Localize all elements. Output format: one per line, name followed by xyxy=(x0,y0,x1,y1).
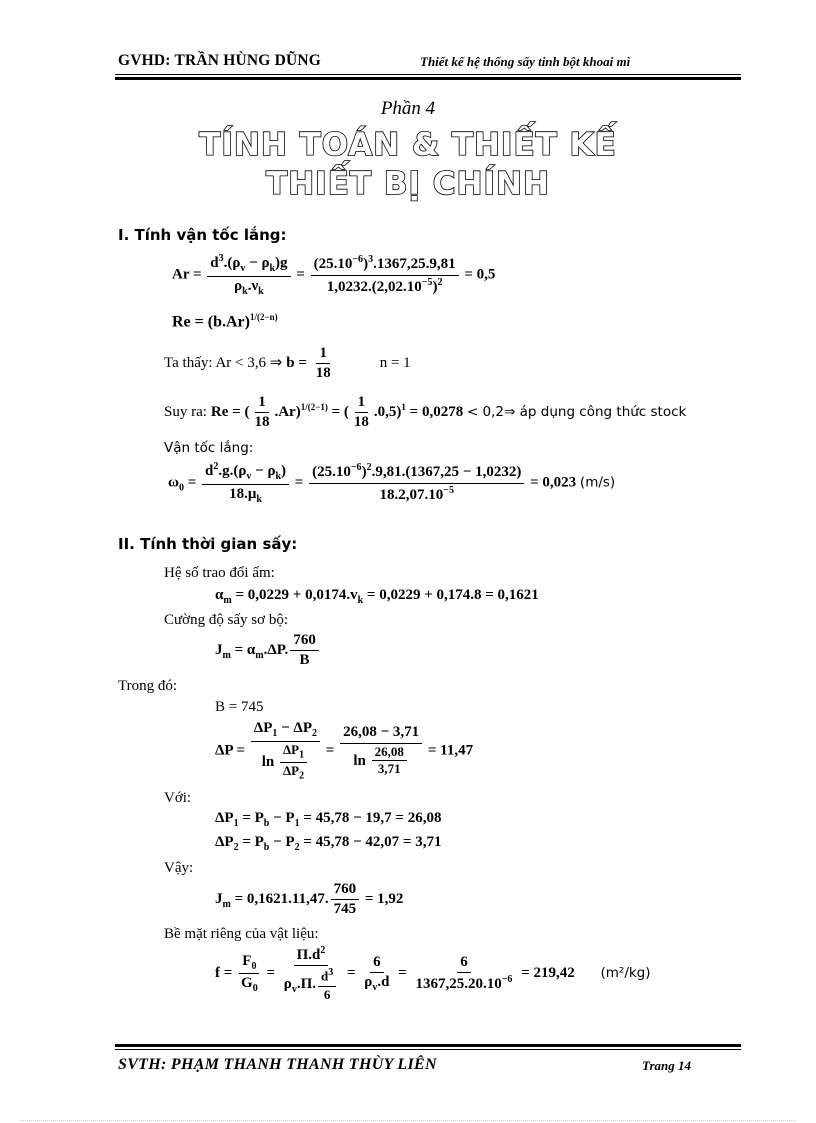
formula-archimedes: Ar = $\frac{d^3.(\rho_v - \rho_k)g}{\rho_k.\nu_k}$ = $\frac{(25.10^{-6})^3.1367,25.9,81}{1,0232.(2,02.10^{-5})^2}$ = 0,5 xyxy=(172,253,496,297)
footer-rule-thin xyxy=(115,1049,741,1050)
text-he-so-trao-doi-am: Hệ số trao đổi ẩm: xyxy=(164,565,275,581)
row-ta-thay xyxy=(164,345,411,383)
unit-m2-per-kg: (m²/kg) xyxy=(600,965,651,982)
header-supervisor: GVHD: TRẦN HÙNG DŨNG xyxy=(118,52,322,69)
formula-delta-p1: $\Delta P_1 = P_b - P_1 = 45,78 - 19,7 = 26,08$ xyxy=(215,810,442,829)
formula-delta-p: ΔP = $\Delta P_1 - \Delta P_2$ ln $\frac{\Delta P_1}{\Delta P_2}$ = 26,08 − 3,71 ln $\frac{26,08}{3,71}$ = 11,47 xyxy=(215,720,474,782)
text-trong-do: Trong đó: xyxy=(118,678,178,694)
formula-specific-surface: f = $\frac{F_0}{G_0}$ = $\Pi.d^2$ $\rho_v.\Pi$. $\frac{d^3}{6}$ = $\frac{6}{\rho_v.d}$ = $\frac{6}{1367,25.20.10^{-6}}$ = 219,42 (m²/kg) xyxy=(215,945,651,1002)
header-rule-thick xyxy=(115,77,741,80)
formula-settling-velocity: $\omega_0$ = $\frac{d^2.g.(\rho_v - \rho_k)}{18.\mu_k}$ = $\frac{(25.10^{-6})^2.9,81.(1367,25 - 1,0232)}{18.2,07.10^{-5}}$ = 0,023 (m/s) xyxy=(168,461,616,505)
footer-page-number: Trang 14 xyxy=(642,1058,691,1073)
header-document-title: Thiết kế hệ thống sấy tinh bột khoai mì xyxy=(420,54,631,69)
chapter-title-line2: THIẾT BỊ CHÍNH xyxy=(266,166,550,202)
formula-drying-intensity: $J_m = \alpha_m.\Delta P$. $\frac{760}{B}$ xyxy=(215,632,321,670)
text-n-equals: n = 1 xyxy=(379,355,411,372)
header-rule-thin xyxy=(115,74,741,75)
section-1-heading: I. Tính vận tốc lắng: xyxy=(118,226,287,244)
page-bottom-dotted-line xyxy=(20,1120,796,1121)
section-2-heading: II. Tính thời gian sấy: xyxy=(118,535,298,553)
text-b-value: B = 745 xyxy=(215,699,264,715)
unit-m-per-s: (m/s) xyxy=(579,474,616,491)
text-ta-thay: Ta thấy: Ar < 3,6 ⇒ xyxy=(164,355,283,372)
text-voi: Với: xyxy=(164,790,192,806)
text-cuong-do-say: Cường độ sấy sơ bộ: xyxy=(164,612,288,628)
part-label: Phần 4 xyxy=(380,98,436,119)
row-suy-ra xyxy=(164,394,686,432)
text-stock-conclusion: < 0,2⇒ áp dụng công thức stock xyxy=(466,404,687,421)
formula-drying-intensity-value: $J_m = 0,1621.11,47$. $\frac{760}{745}$ = 1,92 xyxy=(215,881,404,918)
text-be-mat-rieng: Bề mặt riêng của vật liệu: xyxy=(164,926,319,942)
formula-delta-p2: $\Delta P_2 = P_b - P_2 = 45,78 - 42,07 = 3,71$ xyxy=(215,834,442,853)
formula-reynolds-general: $Re = (b.Ar)^{1/(2-n)}$ xyxy=(172,312,278,331)
formula-reynolds-value: Re = ( $\frac{1}{18}$ .Ar)$^{1/(2-1)}$ = ( $\frac{1}{18}$ .0,5)$^1$ = 0,0278 xyxy=(210,394,467,431)
footer-student: SVTH: PHẠM THANH THANH THÙY LIÊN xyxy=(118,1056,437,1073)
footer-rule-thick xyxy=(115,1044,741,1047)
text-suy-ra: Suy ra: xyxy=(164,404,207,421)
text-vay: Vậy: xyxy=(164,860,194,876)
formula-b: b = $\frac{1}{18}$ xyxy=(286,345,331,382)
chapter-title-line1: TÍNH TOÁN & THIẾT KẾ xyxy=(199,127,617,163)
text-van-toc-lang: Vận tốc lắng: xyxy=(164,440,254,456)
formula-moisture-coefficient: $\alpha_m = 0,0229 + 0,0174.v_k = 0,0229 + 0,174.8 = 0,1621$ xyxy=(215,587,539,606)
